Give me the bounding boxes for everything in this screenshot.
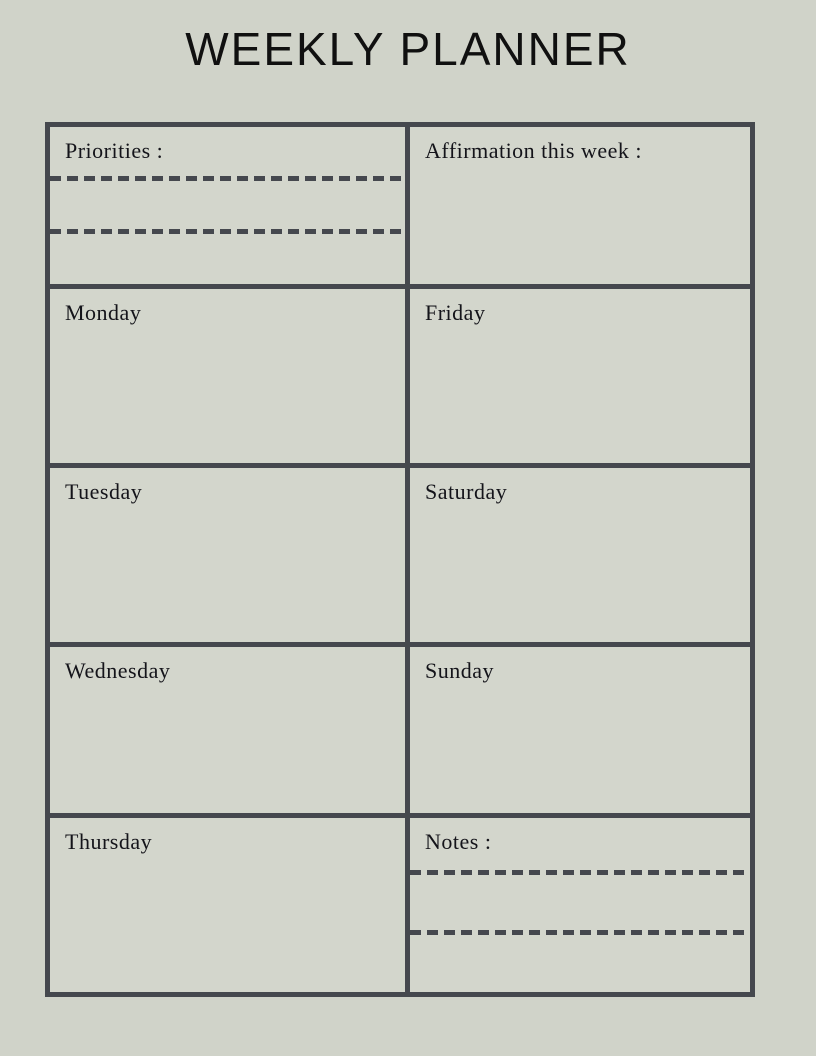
priorities-writing-line-2 bbox=[50, 229, 405, 234]
notes-writing-line-1 bbox=[410, 870, 750, 875]
cell-affirmation bbox=[410, 127, 750, 284]
cell-sunday bbox=[410, 647, 750, 813]
page-title: WEEKLY PLANNER bbox=[185, 23, 631, 75]
planner-grid bbox=[45, 122, 755, 997]
sunday-label: Sunday bbox=[425, 658, 494, 683]
notes-writing-line-2 bbox=[410, 930, 750, 935]
tuesday-label: Tuesday bbox=[65, 479, 143, 504]
cell-notes bbox=[410, 818, 750, 992]
cell-tuesday bbox=[50, 468, 405, 642]
cell-friday bbox=[410, 289, 750, 463]
priorities-writing-line-1 bbox=[50, 176, 405, 181]
monday-label: Monday bbox=[65, 300, 142, 325]
planner-page bbox=[0, 22, 816, 1056]
cell-wednesday bbox=[50, 647, 405, 813]
friday-label: Friday bbox=[425, 300, 486, 325]
cell-thursday bbox=[50, 818, 405, 992]
affirmation-label: Affirmation this week : bbox=[425, 138, 642, 163]
wednesday-label: Wednesday bbox=[65, 658, 171, 683]
saturday-label: Saturday bbox=[425, 479, 508, 504]
cell-saturday bbox=[410, 468, 750, 642]
cell-priorities bbox=[50, 127, 405, 284]
thursday-label: Thursday bbox=[65, 829, 153, 854]
priorities-label: Priorities : bbox=[65, 138, 164, 163]
cell-monday bbox=[50, 289, 405, 463]
notes-label: Notes : bbox=[425, 829, 492, 854]
